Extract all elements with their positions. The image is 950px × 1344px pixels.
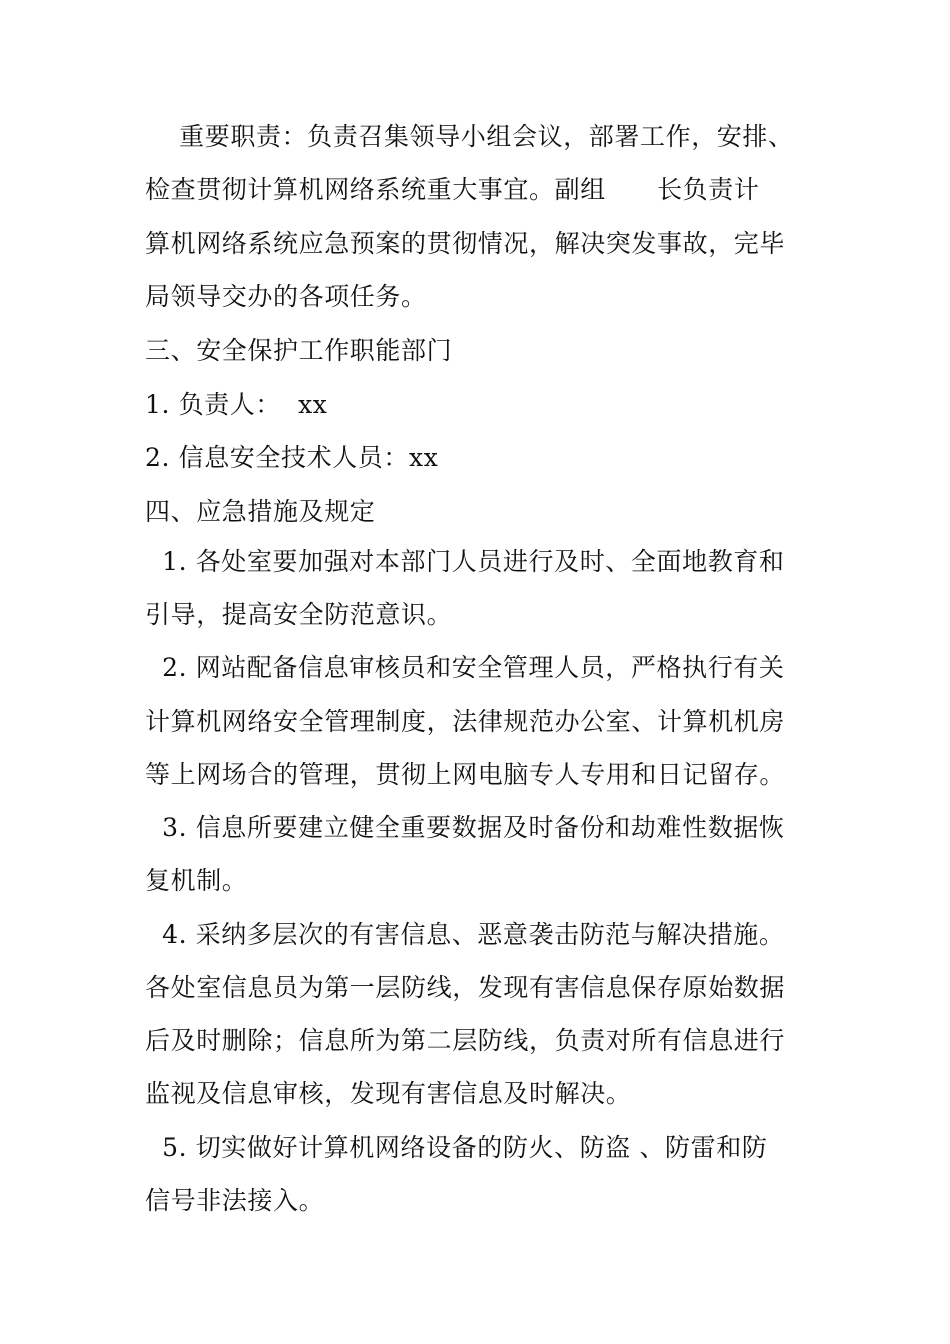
text-line: 5. 切实做好计算机网络设备的防火、防盗 、防雷和防 <box>145 1133 768 1162</box>
text-line: 复机制。 <box>145 866 248 895</box>
text-line: 3. 信息所要建立健全重要数据及时备份和劫难性数据恢 <box>145 813 785 842</box>
text-line: 后及时删除；信息所为第二层防线，负责对所有信息进行 <box>145 1026 786 1055</box>
text-line: 监视及信息审核，发现有害信息及时解决。 <box>145 1079 632 1108</box>
text-line: 重要职责：负责召集领导小组会议，部署工作，安排、 <box>145 122 794 151</box>
text-line: 1. 负责人： xx <box>145 390 328 419</box>
text-line: 引导，提高安全防范意识。 <box>145 600 453 629</box>
text-line: 等上网场合的管理，贯彻上网电脑专人专用和日记留存。 <box>145 760 786 789</box>
text-line: 1. 各处室要加强对本部门人员进行及时、全面地教育和 <box>145 547 785 576</box>
text-line: 2. 网站配备信息审核员和安全管理人员，严格执行有关 <box>145 653 785 682</box>
text-line: 各处室信息员为第一层防线，发现有害信息保存原始数据 <box>145 973 786 1002</box>
text-line: 信号非法接入。 <box>145 1186 325 1215</box>
text-line: 算机网络系统应急预案的贯彻情况，解决突发事故，完毕 <box>145 229 786 258</box>
text-line: 局领导交办的各项任务。 <box>145 282 427 311</box>
text-line: 检查贯彻计算机网络系统重大事宜。副组 长负责计 <box>145 175 760 204</box>
section-heading: 四、应急措施及规定 <box>145 497 376 526</box>
text-line: 2. 信息安全技术人员：xx <box>145 443 439 472</box>
text-line: 4. 采纳多层次的有害信息、恶意袭击防范与解决措施。 <box>145 920 785 949</box>
section-heading: 三、安全保护工作职能部门 <box>145 336 453 365</box>
text-line: 计算机网络安全管理制度，法律规范办公室、计算机机房 <box>145 707 786 736</box>
